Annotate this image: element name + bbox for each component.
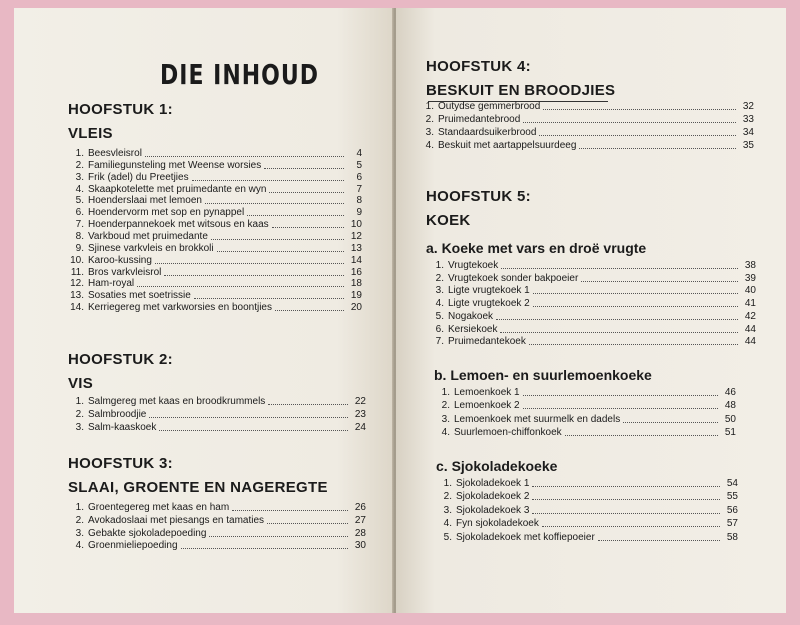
- toc-entry-title: Lemoenkoek met suurmelk en dadels: [454, 413, 621, 425]
- toc-entry-title: Vrugtekoek sonder bakpoeier: [448, 272, 579, 284]
- toc-leader-dots: [532, 486, 720, 487]
- toc-entry-title: Sosaties met soetrissie: [88, 290, 191, 302]
- toc-entry-page: 13: [350, 242, 362, 254]
- toc-entry-number: 5.: [75, 195, 84, 207]
- toc-entry-page: 10: [350, 219, 362, 231]
- toc-entry-title: Salmbroodjie: [88, 409, 147, 420]
- toc-entry-page: 40: [744, 285, 756, 297]
- toc-entry-title: Groenmieliepoeding: [88, 540, 178, 552]
- toc-entry-page: 48: [724, 400, 736, 412]
- toc-entry-title: Sjinese varkvleis en brokkoli: [88, 242, 214, 254]
- toc-entry: [430, 336, 756, 348]
- toc-entry: [70, 148, 362, 160]
- toc-entry-page: 27: [354, 514, 366, 526]
- toc-leader-dots: [145, 156, 344, 157]
- toc-entry-page: 18: [350, 278, 362, 290]
- toc-entry-number: 2.: [425, 114, 434, 125]
- toc-entry-title: Ham-royal: [88, 278, 135, 290]
- toc-entry-number: 2.: [443, 491, 452, 503]
- toc-leader-dots: [159, 430, 348, 431]
- toc-entry-number: 1.: [425, 101, 434, 112]
- toc-entry: [70, 302, 362, 314]
- toc-leader-dots: [523, 408, 718, 409]
- toc-leader-dots: [269, 192, 344, 193]
- toc-leader-dots: [501, 268, 738, 269]
- toc-leader-dots: [532, 513, 720, 514]
- toc-entry: [430, 311, 756, 323]
- toc-leader-dots: [543, 109, 736, 110]
- toc-entry-number: 1.: [435, 260, 444, 271]
- toc-entry-title: Familiegunsteling met Weense worsies: [88, 159, 262, 171]
- toc-entry-title: Hoenderslaai met lemoen: [88, 195, 202, 207]
- toc-entry-page: 55: [726, 491, 738, 503]
- toc-entry-number: 6.: [435, 323, 444, 335]
- toc-entry-page: 4: [356, 148, 362, 159]
- toc-entry: [70, 255, 362, 267]
- toc-leader-dots: [523, 395, 718, 396]
- toc-entry-page: 42: [744, 310, 756, 322]
- toc-entry: [420, 101, 754, 113]
- toc-entry-page: 8: [356, 195, 362, 207]
- toc-leader-dots: [209, 536, 348, 537]
- toc-entry-number: 10.: [70, 254, 84, 266]
- toc-entry-number: 5.: [443, 531, 452, 543]
- toc-leader-dots: [164, 275, 344, 276]
- toc-entry: [436, 414, 736, 426]
- toc-leader-dots: [247, 215, 344, 216]
- toc-entry-number: 3.: [75, 527, 84, 539]
- section-b-title: b. Lemoen- en suurlemoenkoeke: [434, 367, 652, 383]
- toc-entry-title: Pruimedantebrood: [438, 114, 521, 125]
- toc-entry: [70, 184, 362, 196]
- toc-entry-number: 4.: [441, 426, 450, 438]
- toc-entry-title: Sjokoladekoek 3: [456, 504, 530, 516]
- toc-entry-page: 24: [354, 422, 366, 433]
- chapter-4-title: BESKUIT EN BROODJIES: [426, 82, 616, 99]
- toc-entry-title: Beesvleisrol: [88, 148, 142, 159]
- toc-entry-number: 3.: [435, 285, 444, 297]
- toc-entry-number: 5.: [435, 310, 444, 322]
- toc-entry-page: 56: [726, 504, 738, 516]
- toc-entry: [430, 285, 756, 297]
- toc-entry-number: 12.: [70, 278, 84, 290]
- toc-entry: [430, 260, 756, 272]
- toc-entry-number: 14.: [70, 302, 84, 314]
- toc-leader-dots: [598, 540, 720, 541]
- toc-entry-title: Lemoenkoek 2: [454, 400, 520, 412]
- toc-leader-dots: [232, 510, 348, 511]
- toc-entry-number: 1.: [75, 396, 84, 407]
- toc-leader-dots: [533, 293, 738, 294]
- toc-leader-dots: [496, 319, 738, 320]
- toc-entry: [438, 491, 738, 503]
- toc-entry: [70, 422, 366, 434]
- toc-entry: [70, 290, 362, 302]
- toc-entry-number: 3.: [75, 422, 84, 433]
- toc-leader-dots: [192, 180, 344, 181]
- toc-entry-number: 7.: [75, 219, 84, 231]
- toc-entry: [438, 532, 738, 544]
- toc-entry: [436, 387, 736, 399]
- section-c-title: c. Sjokoladekoeke: [436, 458, 558, 474]
- toc-entry-page: 34: [742, 127, 754, 138]
- toc-entry-number: 1.: [443, 478, 452, 489]
- toc-entry-title: Karoo-kussing: [88, 254, 152, 266]
- toc-entry-page: 28: [354, 527, 366, 539]
- toc-entry-title: Hoendervorm met sop en pynappel: [88, 207, 245, 219]
- chapter-3-heading: HOOFSTUK 3:: [68, 455, 173, 472]
- toc-entry-title: Frik (adel) du Preetjies: [88, 171, 189, 183]
- chapter-4-heading: HOOFSTUK 4:: [426, 58, 531, 75]
- toc-entry-title: Sjokoladekoek 1: [456, 478, 530, 489]
- toc-entry-page: 32: [742, 101, 754, 112]
- toc-entry-number: 3.: [441, 413, 450, 425]
- toc-entry: [70, 231, 362, 243]
- toc-leader-dots: [267, 523, 348, 524]
- toc-leader-dots: [205, 203, 344, 204]
- toc-entry-title: Outydse gemmerbrood: [438, 101, 541, 112]
- toc-entry-number: 2.: [75, 159, 84, 171]
- toc-entry-number: 4.: [75, 540, 84, 552]
- toc-leader-dots: [194, 298, 344, 299]
- toc-entry-number: 3.: [75, 171, 84, 183]
- toc-entry-title: Ligte vrugtekoek 2: [448, 298, 530, 310]
- toc-entry-page: 44: [744, 336, 756, 348]
- chapter-2-title: VIS: [68, 375, 94, 392]
- toc-leader-dots: [533, 306, 738, 307]
- toc-entry-title: Varkboud met pruimedante: [88, 230, 208, 242]
- toc-entry: [420, 140, 754, 152]
- chapter-5-heading: HOOFSTUK 5:: [426, 188, 531, 205]
- toc-entry: [70, 195, 362, 207]
- toc-entry-page: 14: [350, 254, 362, 266]
- toc-entry-title: Sjokoladekoek 2: [456, 491, 530, 503]
- toc-entry-title: Standaardsuikerbrood: [438, 127, 537, 138]
- toc-entry: [70, 278, 362, 290]
- toc-entry-page: 51: [724, 426, 736, 438]
- section-a-title: a. Koeke met vars en droë vrugte: [426, 240, 647, 256]
- toc-entry-page: 22: [354, 396, 366, 407]
- toc-entry: [70, 160, 362, 172]
- toc-entry: [70, 219, 362, 231]
- toc-entry-page: 50: [724, 413, 736, 425]
- toc-entry: [420, 127, 754, 139]
- toc-entry: [430, 324, 756, 336]
- toc-entry-page: 20: [350, 302, 362, 314]
- toc-entry-page: 23: [354, 409, 366, 420]
- toc-entry-number: 11.: [70, 266, 84, 278]
- chapter-2-heading: HOOFSTUK 2:: [68, 351, 173, 368]
- toc-entry-number: 2.: [75, 514, 84, 526]
- toc-entry-page: 39: [744, 272, 756, 284]
- chapter-5-title: KOEK: [426, 212, 471, 229]
- toc-entry-page: 33: [742, 114, 754, 125]
- toc-entry-page: 44: [744, 323, 756, 335]
- toc-entry-title: Fyn sjokoladekoek: [456, 518, 539, 530]
- toc-entry-number: 1.: [441, 387, 450, 398]
- toc-leader-dots: [268, 404, 348, 405]
- toc-entry-number: 8.: [75, 230, 84, 242]
- chapter-3-title: SLAAI, GROENTE EN NAGEREGTE: [68, 479, 328, 496]
- toc-entry-page: 54: [726, 478, 738, 489]
- toc-leader-dots: [539, 135, 736, 136]
- toc-entry-title: Bros varkvleisrol: [88, 266, 162, 278]
- toc-entry-title: Kersiekoek: [448, 323, 498, 335]
- toc-leader-dots: [137, 286, 344, 287]
- toc-entry-title: Suurlemoen-chiffonkoek: [454, 426, 562, 438]
- chapter-1-heading: HOOFSTUK 1:: [68, 101, 173, 118]
- toc-entry: [438, 518, 738, 530]
- toc-entry-title: Groentegereg met kaas en ham: [88, 502, 230, 513]
- toc-leader-dots: [264, 168, 344, 169]
- toc-entry-page: 5: [356, 159, 362, 171]
- toc-entry-title: Hoenderpannekoek met witsous en kaas: [88, 219, 269, 231]
- toc-leader-dots: [523, 122, 736, 123]
- toc-entry-title: Vrugtekoek: [448, 260, 499, 271]
- toc-entry-number: 2.: [435, 272, 444, 284]
- toc-entry-title: Skaapkotelette met pruimedante en wyn: [88, 183, 267, 195]
- toc-entry-number: 3.: [425, 127, 434, 138]
- toc-entry-title: Salmgereg met kaas en broodkrummels: [88, 396, 266, 407]
- toc-entry-title: Salm-kaaskoek: [88, 422, 157, 433]
- toc-entry: [430, 273, 756, 285]
- toc-entry: [430, 298, 756, 310]
- page-title: DIE INHOUD: [160, 60, 319, 92]
- toc-leader-dots: [565, 435, 718, 436]
- toc-leader-dots: [542, 526, 720, 527]
- toc-entry: [70, 409, 366, 421]
- toc-entry: [436, 427, 736, 439]
- toc-entry-number: 1.: [75, 148, 84, 159]
- toc-entry-number: 13.: [70, 290, 84, 302]
- chapter-1-title: VLEIS: [68, 125, 113, 142]
- toc-leader-dots: [149, 417, 348, 418]
- toc-entry: [70, 243, 362, 255]
- toc-leader-dots: [211, 239, 344, 240]
- toc-entry-title: Nogakoek: [448, 310, 494, 322]
- toc-leader-dots: [500, 332, 738, 333]
- toc-entry-number: 2.: [75, 409, 84, 420]
- toc-entry-title: Kerriegereg met varkworsies en boontjies: [88, 302, 272, 314]
- toc-entry-page: 6: [356, 171, 362, 183]
- toc-entry-number: 4.: [425, 140, 434, 151]
- toc-entry-title: Ligte vrugtekoek 1: [448, 285, 530, 297]
- toc-leader-dots: [579, 148, 736, 149]
- toc-leader-dots: [623, 422, 718, 423]
- toc-entry: [70, 502, 366, 514]
- toc-entry: [438, 505, 738, 517]
- toc-entry-number: 9.: [75, 242, 84, 254]
- toc-leader-dots: [272, 227, 344, 228]
- toc-entry: [70, 540, 366, 552]
- toc-entry: [70, 528, 366, 540]
- toc-leader-dots: [529, 344, 738, 345]
- toc-entry-number: 7.: [435, 336, 444, 348]
- toc-entry-page: 26: [354, 502, 366, 513]
- toc-entry-page: 12: [350, 230, 362, 242]
- toc-entry-page: 19: [350, 290, 362, 302]
- toc-entry-page: 57: [726, 518, 738, 530]
- toc-entry-page: 35: [742, 140, 754, 151]
- toc-entry-title: Pruimedantekoek: [448, 336, 526, 348]
- toc-entry-page: 9: [356, 207, 362, 219]
- toc-entry: [436, 400, 736, 412]
- toc-entry-title: Gebakte sjokoladepoeding: [88, 527, 207, 539]
- toc-leader-dots: [181, 548, 348, 549]
- toc-entry-page: 41: [744, 298, 756, 310]
- toc-entry-number: 1.: [75, 502, 84, 513]
- toc-entry-number: 6.: [75, 207, 84, 219]
- toc-entry-title: Beskuit met aartappelsuurdeeg: [438, 140, 577, 151]
- toc-entry-page: 58: [726, 531, 738, 543]
- toc-leader-dots: [217, 251, 344, 252]
- toc-entry: [70, 515, 366, 527]
- toc-leader-dots: [532, 499, 720, 500]
- toc-entry: [438, 478, 738, 490]
- toc-entry-page: 16: [350, 266, 362, 278]
- toc-entry-number: 3.: [443, 504, 452, 516]
- toc-leader-dots: [155, 263, 344, 264]
- toc-entry: [70, 172, 362, 184]
- toc-leader-dots: [581, 281, 738, 282]
- toc-entry-page: 38: [744, 260, 756, 271]
- toc-entry: [420, 114, 754, 126]
- toc-entry-number: 4.: [443, 518, 452, 530]
- toc-entry-title: Avokadoslaai met piesangs en tamaties: [88, 514, 265, 526]
- toc-entry-page: 46: [724, 387, 736, 398]
- toc-entry: [70, 267, 362, 279]
- toc-entry-title: Sjokoladekoek met koffiepoeier: [456, 531, 595, 543]
- toc-entry-page: 30: [354, 540, 366, 552]
- toc-entry: [70, 396, 366, 408]
- toc-leader-dots: [275, 310, 344, 311]
- toc-entry-page: 7: [356, 183, 362, 195]
- toc-entry-number: 4.: [435, 298, 444, 310]
- toc-entry-number: 4.: [75, 183, 84, 195]
- toc-entry: [70, 207, 362, 219]
- toc-entry-title: Lemoenkoek 1: [454, 387, 520, 398]
- toc-entry-number: 2.: [441, 400, 450, 412]
